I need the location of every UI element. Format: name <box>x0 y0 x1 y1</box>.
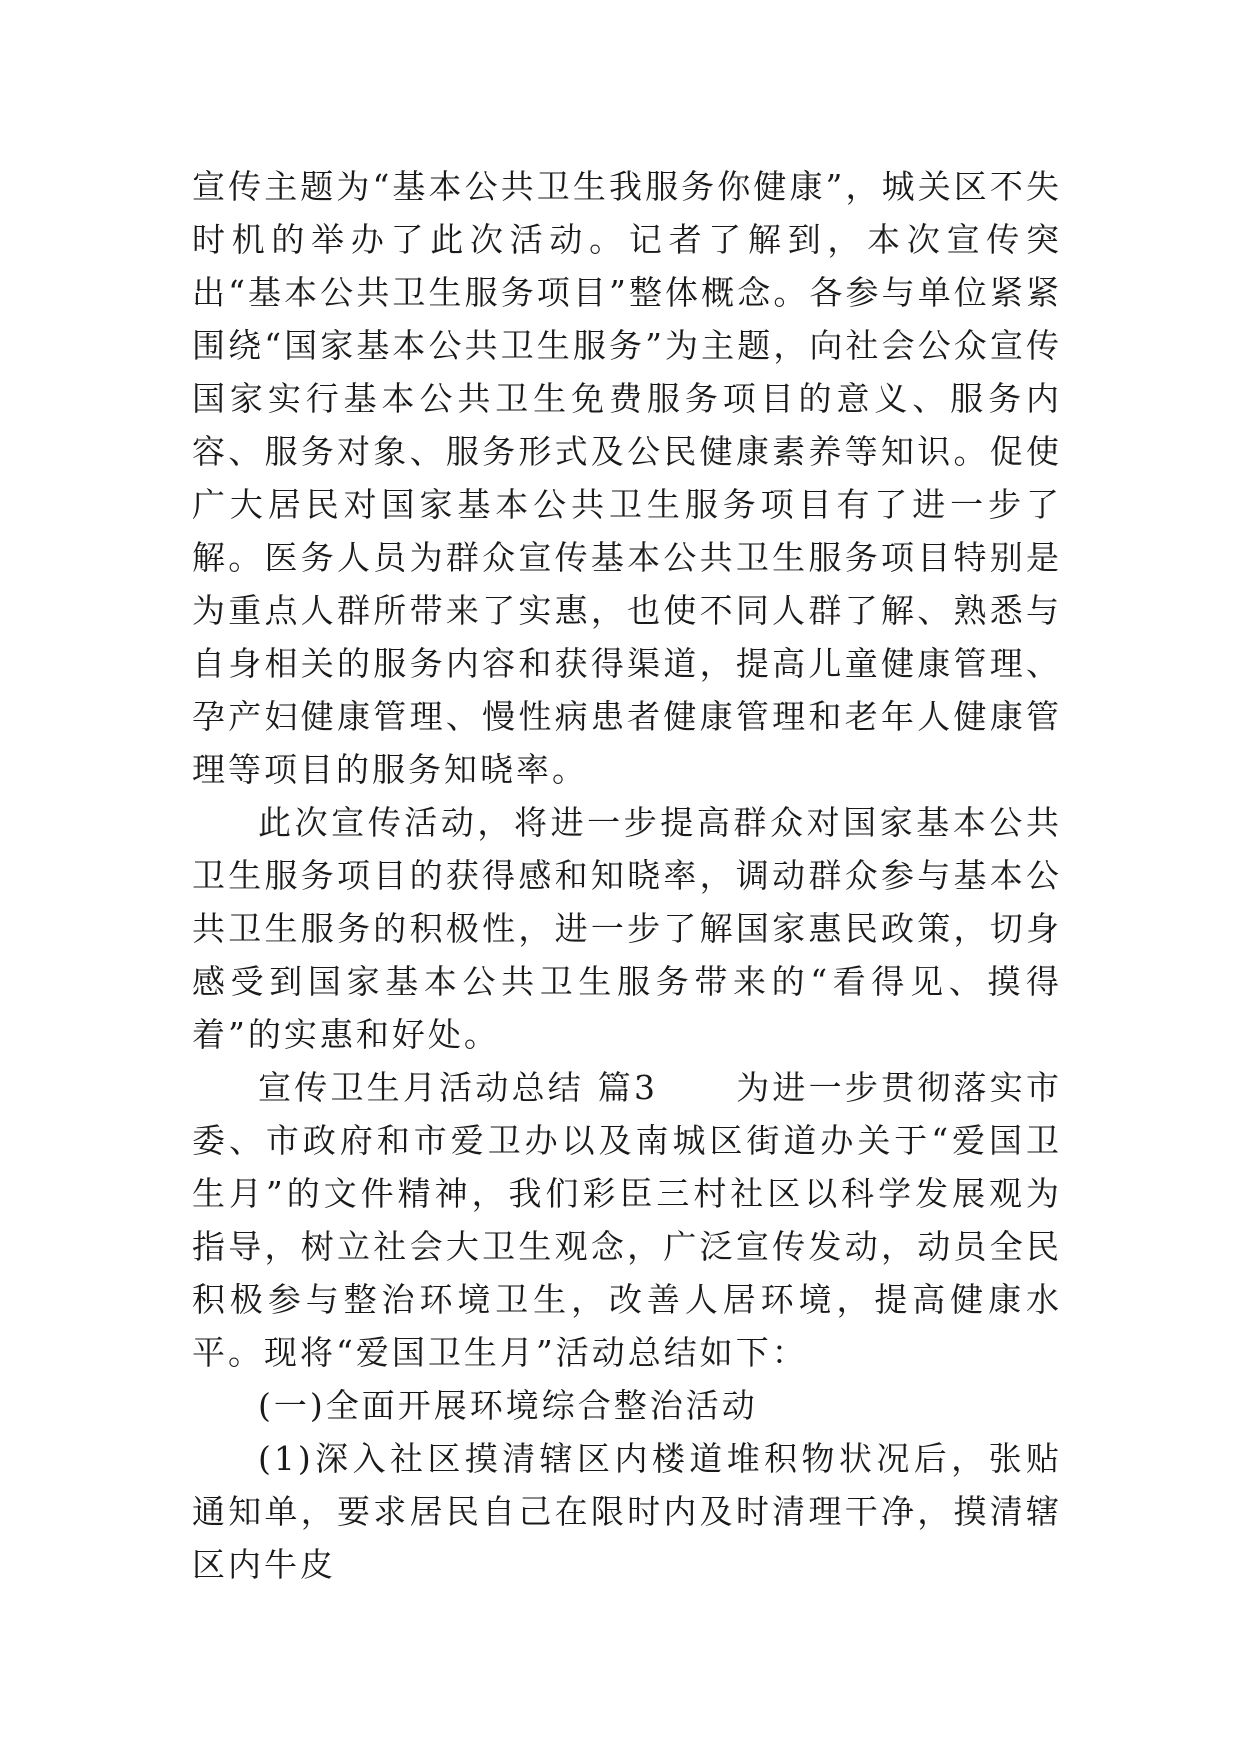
paragraph-3 <box>192 1061 1062 1379</box>
paragraph-4: (一)全面开展环境综合整治活动 <box>258 1386 758 1425</box>
paragraph-5: (1)深入社区摸清辖区内楼道堆积物状况后，张贴通知单，要求居民自己在限时内及时清理干净，摸清辖区内牛皮 <box>192 1439 1062 1584</box>
document-body <box>192 160 1062 1591</box>
paragraph-2: 此次宣传活动，将进一步提高群众对国家基本公共卫生服务项目的获得感和知晓率，调动群众参与基本公共卫生服务的积极性，进一步了解国家惠民政策，切身感受到国家基本公共卫生服务带来的“看得见、摸得着”的实惠和好处。 <box>192 803 1062 1054</box>
paragraph-1: 宣传主题为“基本公共卫生我服务你健康”，城关区不失时机的举办了此次活动。记者了解到，本次宣传突出“基本公共卫生服务项目”整体概念。各参与单位紧紧围绕“国家基本公共卫生服务”为主题，向社会公众宣传国家实行基本公共卫生免费服务项目的意义、服务内容、服务对象、服务形式及公民健康素养等知识。促使广大居民对国家基本公共卫生服务项目有了进一步了解。医务人员为群众宣传基本公共卫生服务项目特别是为重点人群所带来了实惠，也使不同人群了解、熟悉与自身相关的服务内容和获得渠道，提高儿童健康管理、孕产妇健康管理、慢性病患者健康管理和老年人健康管理等项目的服务知晓率。 <box>192 167 1062 789</box>
paragraph-3-text: 为进一步贯彻落实市委、市政府和市爱卫办以及南城区街道办关于“爱国卫生月”的文件精神，我们彩臣三村社区以科学发展观为指导，树立社会大卫生观念，广泛宣传发动，动员全民积极参与整治环境卫生，改善人居环境，提高健康水平。现将“爱国卫生月”活动总结如下： <box>192 1068 1062 1372</box>
section-heading: 宣传卫生月活动总结 篇3 <box>258 1068 658 1107</box>
